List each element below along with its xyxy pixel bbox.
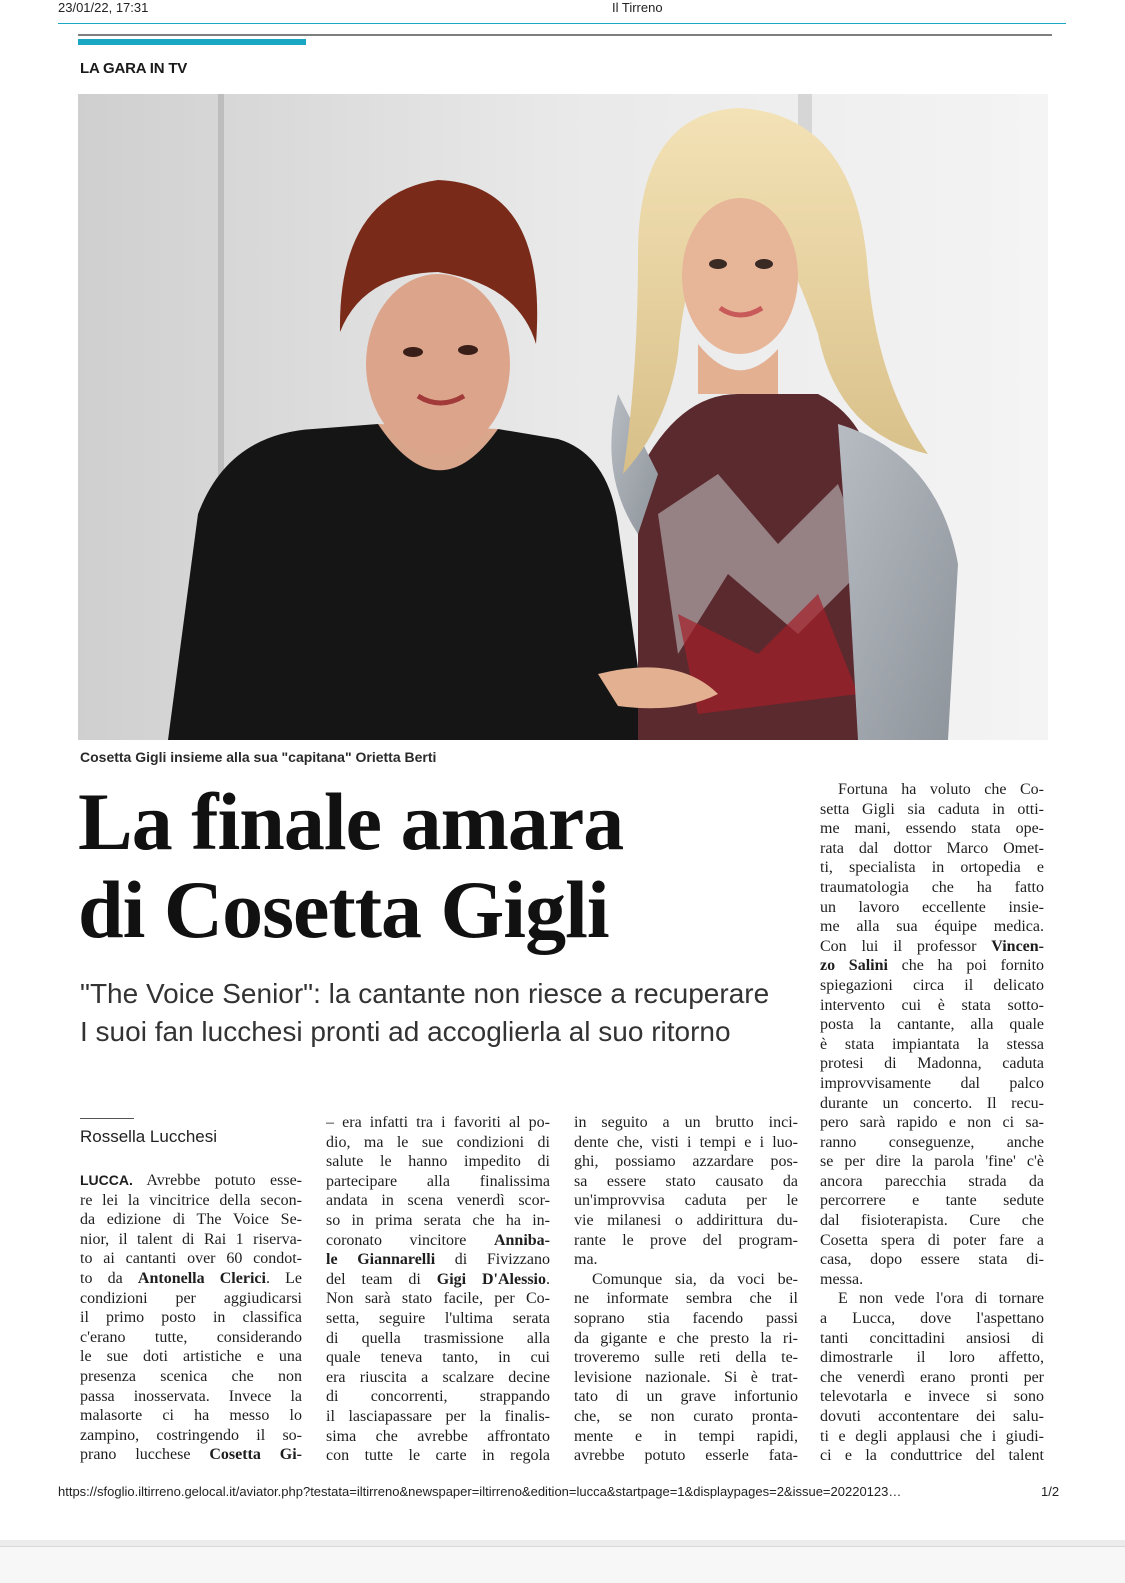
article-line: sa essere stato causato da	[574, 1172, 798, 1190]
article-line: condizioni per aggiudicarsi	[80, 1289, 302, 1307]
print-date: 23/01/22, 17:31	[58, 0, 149, 15]
article-line: di concorrenti, strappando	[326, 1388, 550, 1406]
article-line: ranno conseguenze, anche	[820, 1133, 1044, 1151]
cut-off-fade	[78, 1466, 1052, 1480]
article-line: ancora parecchia strada da	[820, 1172, 1044, 1190]
article-line: coronato vincitore Anniba-	[326, 1231, 550, 1249]
article-line: da gigante e che presto la ri-	[574, 1329, 798, 1347]
article-line: Comunque sia, da voci be-	[592, 1270, 798, 1288]
article-line: Con lui il professor Vincen-	[820, 937, 1044, 955]
article-line: protesi di Madonna, caduta	[820, 1055, 1044, 1073]
article-line: LUCCA. Avrebbe potuto esse-	[80, 1172, 302, 1189]
section-label: LA GARA IN TV	[80, 60, 188, 77]
article-line: è stata impiantata la stessa	[820, 1035, 1044, 1053]
article-line: Non sarà stato facile, per Co-	[326, 1290, 550, 1308]
byline-rule	[80, 1118, 134, 1119]
article-line: posta la cantante, alla quale	[820, 1016, 1044, 1034]
article-line: pero sarà rapido e non ci sa-	[820, 1114, 1044, 1132]
article-line: televotarla e invece si sono	[820, 1388, 1044, 1406]
article-line: le Giannarelli di Fivizzano	[326, 1251, 550, 1269]
article-line: un lavoro eccellente insie-	[820, 898, 1044, 916]
next-page-edge	[0, 1546, 1125, 1583]
article-line: prano lucchese Cosetta Gi-	[80, 1446, 302, 1464]
article-line: me alla sua équipe medica.	[820, 918, 1044, 936]
article-line: so in prima serata che ha in-	[326, 1211, 550, 1229]
article-photo	[78, 94, 1048, 740]
article-line: dovuti accontentare dei salu-	[820, 1408, 1044, 1425]
subheadline-line: "The Voice Senior": la cantante non riesce a recuperare	[80, 978, 770, 1009]
headline-line: di Cosetta Gigli	[78, 864, 609, 955]
article-line: con tutte le carte in regola	[326, 1447, 550, 1465]
article-line: del team di Gigi D'Alessio.	[326, 1270, 550, 1288]
article-line: tanti concittadini ansiosi di	[820, 1329, 1044, 1347]
article-line: se per dire la parola 'fine' c'è	[820, 1153, 1044, 1171]
article-line: il lasciapassare per la finalis-	[326, 1407, 550, 1425]
article-line: nior, il talent di Rai 1 riserva-	[80, 1230, 302, 1248]
article-line: percorrere e tante sedute	[820, 1192, 1044, 1210]
article-line: avrebbe potuto esserle fata-	[574, 1447, 798, 1465]
article-line: dal fisioterapista. Cure che	[820, 1212, 1044, 1230]
subheadline-line: I suoi fan lucchesi pronti ad accoglierla al suo ritorno	[80, 1016, 731, 1047]
byline: Rossella Lucchesi	[80, 1127, 218, 1146]
article-line: che, se non curato pronta-	[574, 1407, 798, 1425]
article-line: zo Salini che ha poi fornito	[820, 957, 1044, 975]
article-line: ma.	[574, 1251, 598, 1269]
article-line: passa inosservata. Invece la	[80, 1387, 302, 1405]
article-line: ti e degli applausi che i giudi-	[820, 1427, 1044, 1445]
article-line: troveremo sulle reti della te-	[574, 1349, 798, 1367]
article-line: rata dal dottor Marco Omet-	[820, 839, 1044, 857]
article-column-2	[326, 1113, 550, 1476]
article-line: – era infatti tra i favoriti al po-	[326, 1114, 550, 1131]
article-line: to ai cantanti over 60 condot-	[80, 1250, 302, 1268]
article-line: a Lucca, dove l'aspettano	[820, 1310, 1044, 1328]
article-line: ghi, possiamo azzardare pos-	[574, 1153, 798, 1171]
section-rule	[78, 34, 1052, 36]
header-rule	[58, 23, 1066, 24]
article-line: le sue doti artistiche e una	[80, 1348, 302, 1366]
article-line: il primo posto in classifica	[80, 1309, 302, 1327]
article-line: era riuscita a scalzare decine	[326, 1368, 550, 1386]
article-line: in seguito a un brutto inci-	[574, 1114, 798, 1131]
article-line: spiegazioni circa il delicato	[820, 976, 1044, 994]
article-line: traumatologia che ha fatto	[820, 878, 1044, 896]
article-line: messa.	[820, 1270, 864, 1288]
article-column-3	[574, 1113, 798, 1476]
article-line: vie milanesi o addirittura du-	[574, 1211, 798, 1229]
article-line: levisione nazionale. Si è trat-	[574, 1368, 798, 1386]
article-line: dimostrarle il loro affetto,	[820, 1349, 1044, 1367]
subheadline	[80, 975, 800, 1051]
print-header	[0, 0, 1125, 20]
headline	[78, 778, 798, 954]
article-line: ne informate sembra che il	[574, 1290, 798, 1308]
article-line: intervento cui è stata sotto-	[820, 996, 1044, 1014]
article-line: partecipare alla finalissima	[326, 1172, 550, 1190]
article-line: improvvisamente dal palco	[820, 1074, 1044, 1092]
print-page-count: 1/2	[1041, 1484, 1060, 1499]
article-line: ci e la conduttrice del talent	[820, 1447, 1044, 1465]
article-line: dio, ma le sue condizioni di	[326, 1133, 550, 1151]
article-line: soprano stia facendo passi	[574, 1309, 798, 1327]
article-line: Fortuna ha voluto che Co-	[838, 781, 1044, 798]
article-line: c'erano tutte, considerando	[80, 1328, 302, 1346]
article-line: dente che, visti i tempi e i luo-	[574, 1133, 798, 1151]
article-line: E non vede l'ora di tornare	[838, 1290, 1044, 1308]
article-line: re lei la vincitrice della secon-	[80, 1191, 302, 1209]
article-line: setta Gigli sia caduta in otti-	[820, 800, 1044, 818]
article-line: presenza scenica che non	[80, 1367, 302, 1385]
print-site-title: Il Tirreno	[612, 0, 663, 15]
article-line: malasorte ci ha messo lo	[80, 1407, 302, 1425]
article-line: tato di un grave infortunio	[574, 1388, 798, 1406]
article-line: setta, seguire l'ultima serata	[326, 1309, 550, 1327]
article-line: andata in scena venerdì scor-	[326, 1192, 550, 1210]
article-line: salute le hanno impedito di	[326, 1153, 550, 1171]
article-line: che venerdì erano pronti per	[820, 1368, 1044, 1386]
article-line: Cosetta spera di poter fare a	[820, 1231, 1044, 1249]
headline-line: La finale amara	[78, 776, 624, 867]
print-footer	[0, 1484, 1125, 1504]
article-line: to da Antonella Clerici. Le	[80, 1269, 302, 1287]
photo-caption: Cosetta Gigli insieme alla sua "capitana" Orietta Berti	[80, 749, 437, 765]
article-line: sima che avrebbe affrontato	[326, 1427, 550, 1445]
section-accent-bar	[78, 39, 306, 45]
article-line: di quella trasmissione alla	[326, 1329, 550, 1347]
article-line: zampino, costringendo il so-	[80, 1426, 302, 1444]
article-column-4	[820, 780, 1044, 1476]
article-line: ti, specialista in ortopedia e	[820, 859, 1044, 877]
article-line: me mani, essendo stata ope-	[820, 820, 1044, 838]
article-line: da edizione di The Voice Se-	[80, 1211, 302, 1229]
article-line: mente e in tempi rapidi,	[574, 1427, 798, 1445]
article-line: un'improvvisa caduta per le	[574, 1192, 798, 1210]
print-url: https://sfoglio.iltirreno.gelocal.it/aviator.php?testata=iltirreno&newspaper=iltirreno&edition=lucca&startpage=1&displaypages=2&issue=20220123…	[58, 1484, 902, 1499]
article-line: rante le prove del program-	[574, 1231, 798, 1249]
article-line: quale teneva tanto, in cui	[326, 1349, 550, 1367]
article-line: casa, dopo essere stata di-	[820, 1251, 1044, 1269]
article-line: durante un concerto. Il recu-	[820, 1094, 1044, 1112]
article-column-1	[80, 1171, 302, 1476]
photo-illustration	[78, 94, 1048, 740]
